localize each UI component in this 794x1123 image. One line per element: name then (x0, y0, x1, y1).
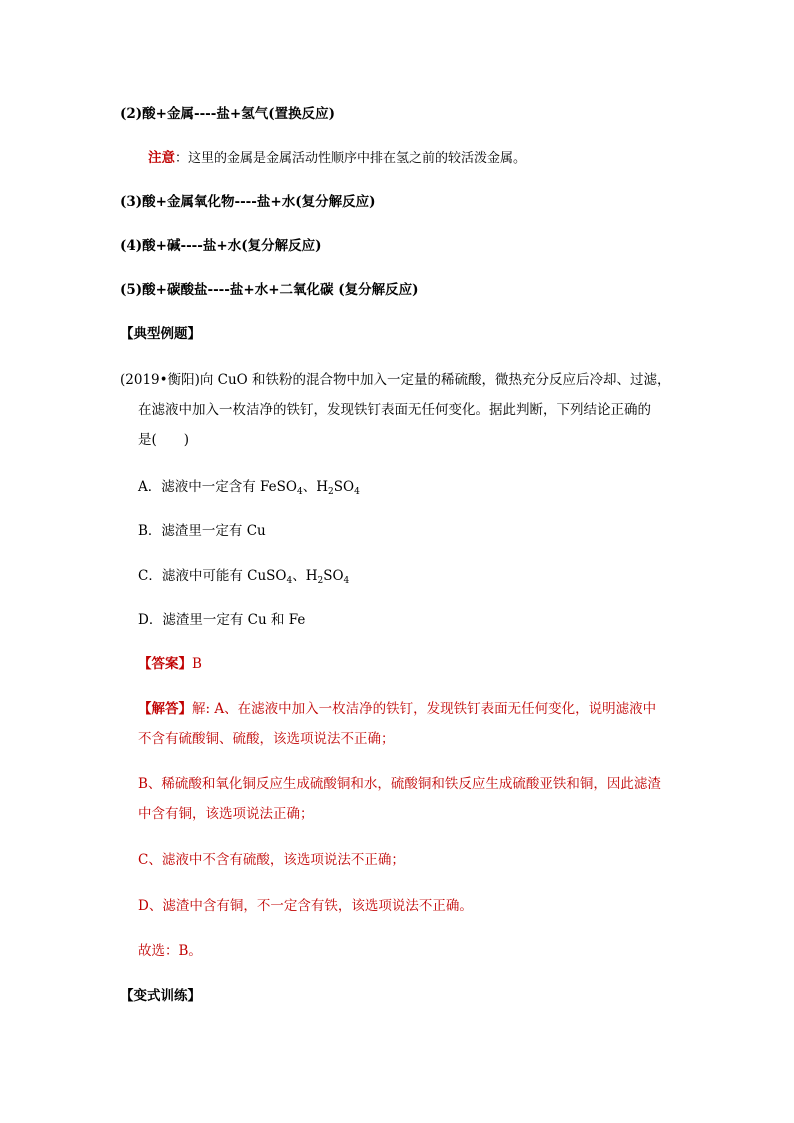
solution-line-1 (138, 699, 656, 719)
section-example-heading: 【典型例题】 (120, 326, 201, 342)
answer-value: B (192, 656, 202, 672)
option-c-mid: 、H (292, 568, 318, 584)
note-line (148, 148, 526, 169)
answer-line (138, 654, 202, 674)
rule-2: (2)酸+金属----盐+氢气(置换反应) (120, 106, 335, 122)
answer-label: 【答案】 (138, 656, 192, 672)
solution-line-5: C、滤液中不含有硫酸，该选项说法不正确； (138, 852, 405, 868)
solution-line-6: D、滤渣中含有铜，不一定含有铁，该选项说法不正确。 (138, 898, 473, 914)
question-line-1: (2019•衡阳)向 CuO 和铁粉的混合物中加入一定量的稀硫酸，微热充分反应后冷却、过滤， (120, 372, 671, 388)
rule-4: (4)酸+碱----盐+水(复分解反应) (120, 238, 322, 254)
question-line-2: 在滤液中加入一枚洁净的铁钉，发现铁钉表面无任何变化。据此判断，下列结论正确的 (138, 402, 651, 418)
option-a-mid: 、H (302, 479, 328, 495)
solution-line-3: B、稀硫酸和氧化铜反应生成硫酸铜和水，硫酸铜和铁反应生成硫酸亚铁和铜，因此滤渣 (138, 776, 661, 792)
rule-3: (3)酸+金属氧化物----盐+水(复分解反应) (120, 194, 376, 210)
option-a-text: A．滤液中一定含有 FeSO (138, 479, 297, 495)
option-a-sub-2: 2 (328, 487, 334, 497)
option-c-sub-3: 4 (343, 576, 350, 586)
option-a-sub-3: 4 (354, 487, 360, 497)
option-c-text: C．滤液中可能有 CuSO (138, 568, 287, 584)
option-d: D．滤渣里一定有 Cu 和 Fe (138, 612, 306, 628)
option-c-sub-2: 2 (317, 576, 324, 586)
solution-text-1: 解: A、在滤液中加入一枚洁净的铁钉，发现铁钉表面无任何变化，说明滤液中 (192, 701, 657, 717)
option-a-mid-2: SO (333, 479, 355, 495)
solution-line-4: 中含有铜，该选项说法正确； (138, 806, 314, 822)
solution-label: 【解答】 (138, 701, 192, 717)
solution-line-7: 故选：B。 (138, 943, 202, 959)
note-text: ：这里的金属是金属活动性顺序中排在氢之前的较活泼金属。 (175, 151, 527, 166)
option-c-sub-1: 4 (286, 576, 293, 586)
option-c (138, 566, 349, 586)
rule-5: (5)酸+碳酸盐----盐+水+二氧化碳 (复分解反应) (120, 282, 419, 298)
section-variant-heading: 【变式训练】 (120, 988, 201, 1004)
option-a (138, 477, 360, 497)
option-c-mid-2: SO (323, 568, 344, 584)
option-b: B．滤渣里一定有 Cu (138, 523, 266, 539)
note-label: 注意 (148, 150, 175, 166)
option-a-sub-1: 4 (296, 487, 303, 497)
question-line-3: 是( ) (138, 432, 190, 448)
solution-line-2: 不含有硫酸铜、硫酸，该选项说法不正确； (138, 731, 395, 747)
